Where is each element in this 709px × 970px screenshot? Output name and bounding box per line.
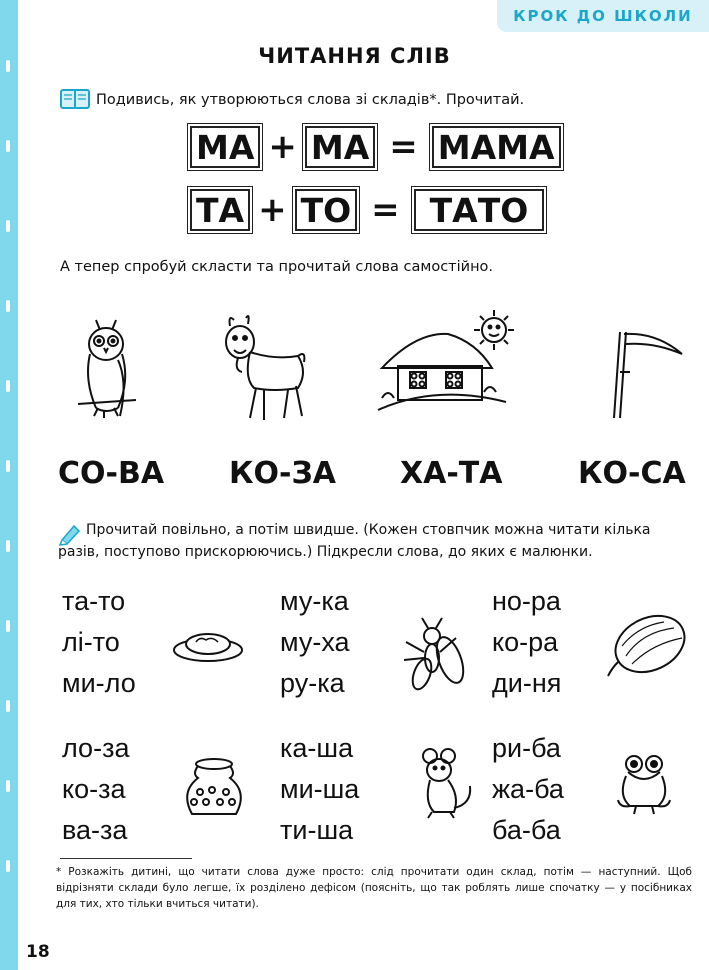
word: лі-то bbox=[62, 627, 120, 657]
word: му-ха bbox=[280, 627, 350, 657]
fly-illustration bbox=[398, 614, 474, 694]
word: ко-за bbox=[62, 774, 126, 804]
house-illustration bbox=[376, 302, 532, 426]
syllable-box: ТА bbox=[190, 189, 250, 231]
section-header-label: КРОК ДО ШКОЛИ bbox=[513, 7, 693, 25]
word: ди-ня bbox=[492, 668, 562, 698]
equation-tato bbox=[190, 189, 600, 231]
word: ру-ка bbox=[280, 668, 345, 698]
section-header-tab bbox=[497, 0, 709, 32]
word: жа-ба bbox=[492, 774, 564, 804]
scythe-illustration bbox=[606, 326, 686, 420]
equation-mama bbox=[190, 126, 600, 168]
melon-illustration bbox=[602, 612, 692, 682]
instruction-read-line2: разів, поступово прискорюючись.) Підкресли слова, до яких є малюнки. bbox=[58, 544, 593, 560]
plus-sign: + bbox=[268, 127, 297, 167]
plus-sign: + bbox=[258, 190, 287, 230]
word: ка-ша bbox=[280, 733, 354, 763]
equals-sign: = bbox=[389, 127, 418, 167]
word-box: МАМА bbox=[432, 126, 561, 168]
frog-illustration bbox=[614, 752, 678, 818]
pencil-icon bbox=[58, 522, 82, 546]
syllable-box: МА bbox=[305, 126, 375, 168]
goat-illustration bbox=[214, 312, 310, 430]
picture-word: КО-СА bbox=[578, 456, 686, 491]
word: ми-ло bbox=[62, 668, 136, 698]
word-box: ТАТО bbox=[414, 189, 545, 231]
vase-illustration bbox=[178, 756, 250, 824]
equals-sign: = bbox=[371, 190, 400, 230]
word: ба-ба bbox=[492, 815, 561, 845]
word: му-ка bbox=[280, 586, 349, 616]
page-edge-stripe bbox=[0, 0, 18, 970]
word: но-ра bbox=[492, 586, 561, 616]
word: ва-за bbox=[62, 815, 128, 845]
word: ко-ра bbox=[492, 627, 559, 657]
syllable-box: МА bbox=[190, 126, 260, 168]
footnote-divider bbox=[60, 858, 192, 859]
instruction-look: Подивись, як утворюються слова зі складів*. Прочитай. bbox=[96, 92, 525, 108]
picture-word: СО-ВА bbox=[58, 456, 165, 491]
page-number: 18 bbox=[26, 942, 50, 962]
instruction-read-line1: Прочитай повільно, а потім швидше. (Кожен стовпчик можна читати кілька bbox=[86, 522, 651, 538]
word: ми-ша bbox=[280, 774, 360, 804]
book-icon bbox=[60, 88, 90, 110]
soap-illustration bbox=[170, 624, 246, 664]
word: та-то bbox=[62, 586, 126, 616]
footnote: * Розкажіть дитині, що читати слова дуже просто: слід прочитати один склад, потім — наступний. Щоб відрізняти склади було легше, їх розділено дефісом (поясніть, що так роблять лише спочатку — у посібниках для тих, хто тільки вчиться читати). bbox=[56, 866, 692, 910]
instruction-try: А тепер спробуй скласти та прочитай слова самостійно. bbox=[60, 259, 494, 275]
word: ти-ша bbox=[280, 815, 354, 845]
picture-word: ХА-ТА bbox=[400, 456, 503, 491]
owl-illustration bbox=[70, 310, 142, 430]
word: ло-за bbox=[62, 733, 130, 763]
word: ри-ба bbox=[492, 733, 561, 763]
page-title: ЧИТАННЯ СЛІВ bbox=[258, 44, 451, 68]
picture-word: КО-ЗА bbox=[229, 456, 337, 491]
syllable-box: ТО bbox=[295, 189, 358, 231]
mouse-illustration bbox=[410, 746, 480, 822]
